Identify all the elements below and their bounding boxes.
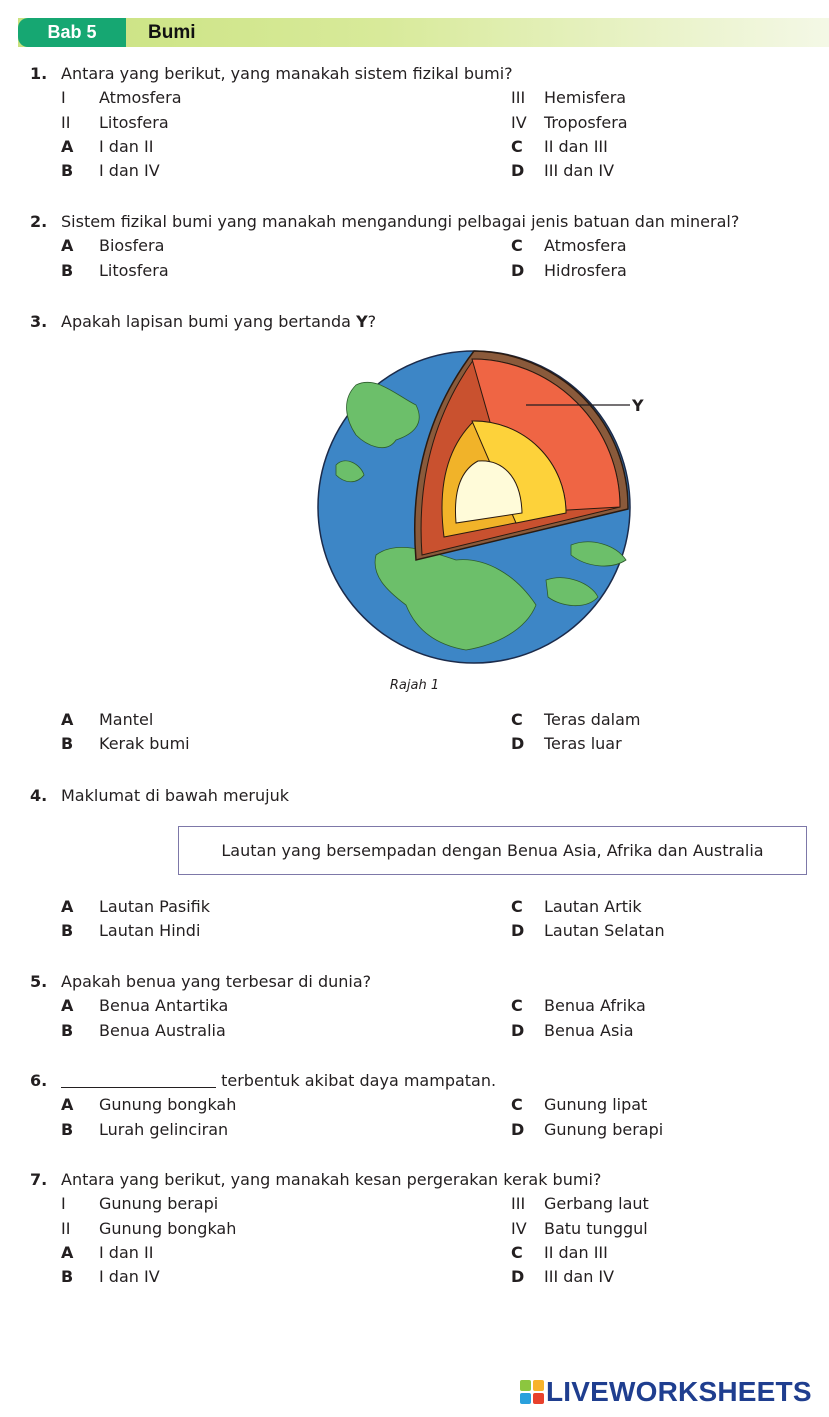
- statement-text: Troposfera: [544, 112, 628, 132]
- option-text[interactable]: I dan II: [99, 1242, 154, 1262]
- chapter-title: Bumi: [148, 22, 196, 43]
- question-stem: Maklumat di bawah merujuk: [61, 786, 289, 805]
- option-text[interactable]: Lautan Hindi: [99, 921, 201, 941]
- statement-text: Gunung berapi: [99, 1194, 219, 1214]
- question-number: 6.: [30, 1071, 48, 1090]
- question-stem: Apakah benua yang terbesar di dunia?: [61, 972, 372, 991]
- statement-label: IV: [511, 1218, 527, 1238]
- option-text[interactable]: Hidrosfera: [544, 260, 627, 280]
- statement-label: IV: [511, 112, 527, 132]
- option-text[interactable]: Teras luar: [544, 734, 622, 754]
- option-letter[interactable]: B: [61, 1267, 74, 1287]
- question-stem: Sistem fizikal bumi yang manakah mengandungi pelbagai jenis batuan dan mineral?: [61, 212, 740, 231]
- option-text[interactable]: Lautan Pasifik: [99, 897, 211, 916]
- statement-text: Atmosfera: [99, 88, 182, 108]
- option-letter[interactable]: A: [61, 236, 74, 256]
- option-text[interactable]: Benua Afrika: [544, 996, 646, 1016]
- option-text[interactable]: Mantel: [99, 710, 154, 729]
- question-7: [30, 1168, 820, 1289]
- option-letter[interactable]: C: [511, 710, 523, 729]
- statement-label: II: [61, 112, 71, 132]
- question-number: 5.: [30, 972, 48, 991]
- option-text[interactable]: Litosfera: [99, 260, 169, 280]
- option-letter[interactable]: C: [511, 897, 523, 916]
- earth-layers-diagram: [316, 345, 656, 670]
- option-letter[interactable]: B: [61, 161, 74, 181]
- option-letter[interactable]: B: [61, 734, 74, 754]
- option-letter[interactable]: B: [61, 260, 74, 280]
- statement-label: II: [61, 1218, 71, 1238]
- option-letter[interactable]: C: [511, 1095, 523, 1115]
- question-number: 1.: [30, 64, 48, 83]
- option-text[interactable]: Benua Australia: [99, 1020, 226, 1040]
- option-text[interactable]: Biosfera: [99, 236, 165, 256]
- option-letter[interactable]: D: [511, 734, 525, 754]
- question-number: 7.: [30, 1170, 48, 1189]
- label-y: Y: [632, 396, 644, 415]
- option-letter[interactable]: D: [511, 161, 525, 181]
- answer-blank[interactable]: [61, 1071, 216, 1088]
- option-text[interactable]: Lurah gelinciran: [99, 1119, 229, 1139]
- question-1: [30, 62, 820, 183]
- option-text[interactable]: II dan III: [544, 136, 608, 156]
- statement-label: III: [511, 88, 526, 108]
- question-stem: Antara yang berikut, yang manakah kesan pergerakan kerak bumi?: [61, 1170, 602, 1189]
- option-letter[interactable]: A: [61, 1242, 74, 1262]
- info-box: Lautan yang bersempadan dengan Benua Asia, Afrika dan Australia: [178, 826, 807, 875]
- question-4: [30, 784, 820, 808]
- question-3: [30, 310, 820, 334]
- question-6: [30, 1069, 820, 1142]
- question-stem: Apakah lapisan bumi yang bertanda Y?: [61, 312, 377, 331]
- option-letter[interactable]: B: [61, 1020, 74, 1040]
- question-4-options: [30, 895, 820, 944]
- logo-grid-icon: [520, 1380, 544, 1404]
- option-letter[interactable]: A: [61, 1095, 74, 1115]
- figure-caption: Rajah 1: [389, 678, 440, 693]
- option-text[interactable]: Gunung lipat: [544, 1095, 648, 1115]
- option-text[interactable]: Teras dalam: [544, 710, 641, 729]
- question-number: 4.: [30, 786, 48, 805]
- statement-text: Hemisfera: [544, 88, 627, 108]
- option-letter[interactable]: D: [511, 1020, 525, 1040]
- option-letter[interactable]: A: [61, 710, 74, 729]
- option-text[interactable]: Kerak bumi: [99, 734, 190, 754]
- option-letter[interactable]: C: [511, 996, 523, 1016]
- option-letter[interactable]: C: [511, 136, 523, 156]
- option-letter[interactable]: C: [511, 236, 523, 256]
- question-number: 2.: [30, 212, 48, 231]
- statement-text: Batu tunggul: [544, 1218, 648, 1238]
- option-letter[interactable]: D: [511, 1267, 525, 1287]
- option-letter[interactable]: A: [61, 136, 74, 156]
- option-letter[interactable]: A: [61, 996, 74, 1016]
- question-2: [30, 210, 820, 283]
- question-number: 3.: [30, 312, 48, 331]
- option-text[interactable]: Gunung bongkah: [99, 1095, 237, 1115]
- option-text[interactable]: I dan IV: [99, 161, 160, 181]
- option-letter[interactable]: B: [61, 921, 74, 941]
- option-text[interactable]: Benua Antartika: [99, 996, 229, 1016]
- statement-text: Gunung bongkah: [99, 1218, 237, 1238]
- option-text[interactable]: Gunung berapi: [544, 1119, 664, 1139]
- question-stem: terbentuk akibat daya mampatan.: [61, 1069, 496, 1093]
- option-text[interactable]: I dan IV: [99, 1267, 160, 1287]
- statement-text: Gerbang laut: [544, 1194, 649, 1214]
- option-letter[interactable]: C: [511, 1242, 523, 1262]
- option-text[interactable]: II dan III: [544, 1242, 608, 1262]
- option-text[interactable]: Lautan Selatan: [544, 921, 665, 941]
- option-text[interactable]: Lautan Artik: [544, 897, 642, 916]
- statement-label: III: [511, 1194, 526, 1214]
- question-3-options: [30, 708, 820, 757]
- statement-label: I: [61, 88, 66, 108]
- question-5: [30, 970, 820, 1043]
- statement-label: I: [61, 1194, 66, 1214]
- logo-text: LIVEWORKSHEETS: [546, 1376, 812, 1407]
- option-letter[interactable]: B: [61, 1119, 74, 1139]
- chapter-number: Bab 5: [18, 18, 126, 47]
- question-stem: Antara yang berikut, yang manakah sistem fizikal bumi?: [61, 64, 513, 83]
- option-text[interactable]: I dan II: [99, 136, 154, 156]
- chapter-header: [18, 18, 829, 47]
- option-text[interactable]: III dan IV: [544, 1267, 615, 1287]
- option-letter[interactable]: A: [61, 897, 74, 916]
- option-text[interactable]: III dan IV: [544, 161, 615, 181]
- liveworksheets-logo[interactable]: [520, 1374, 812, 1410]
- option-text[interactable]: Atmosfera: [544, 236, 627, 256]
- option-letter[interactable]: D: [511, 1119, 525, 1139]
- option-letter[interactable]: D: [511, 921, 525, 941]
- option-letter[interactable]: D: [511, 260, 525, 280]
- option-text[interactable]: Benua Asia: [544, 1020, 634, 1040]
- statement-text: Litosfera: [99, 112, 169, 132]
